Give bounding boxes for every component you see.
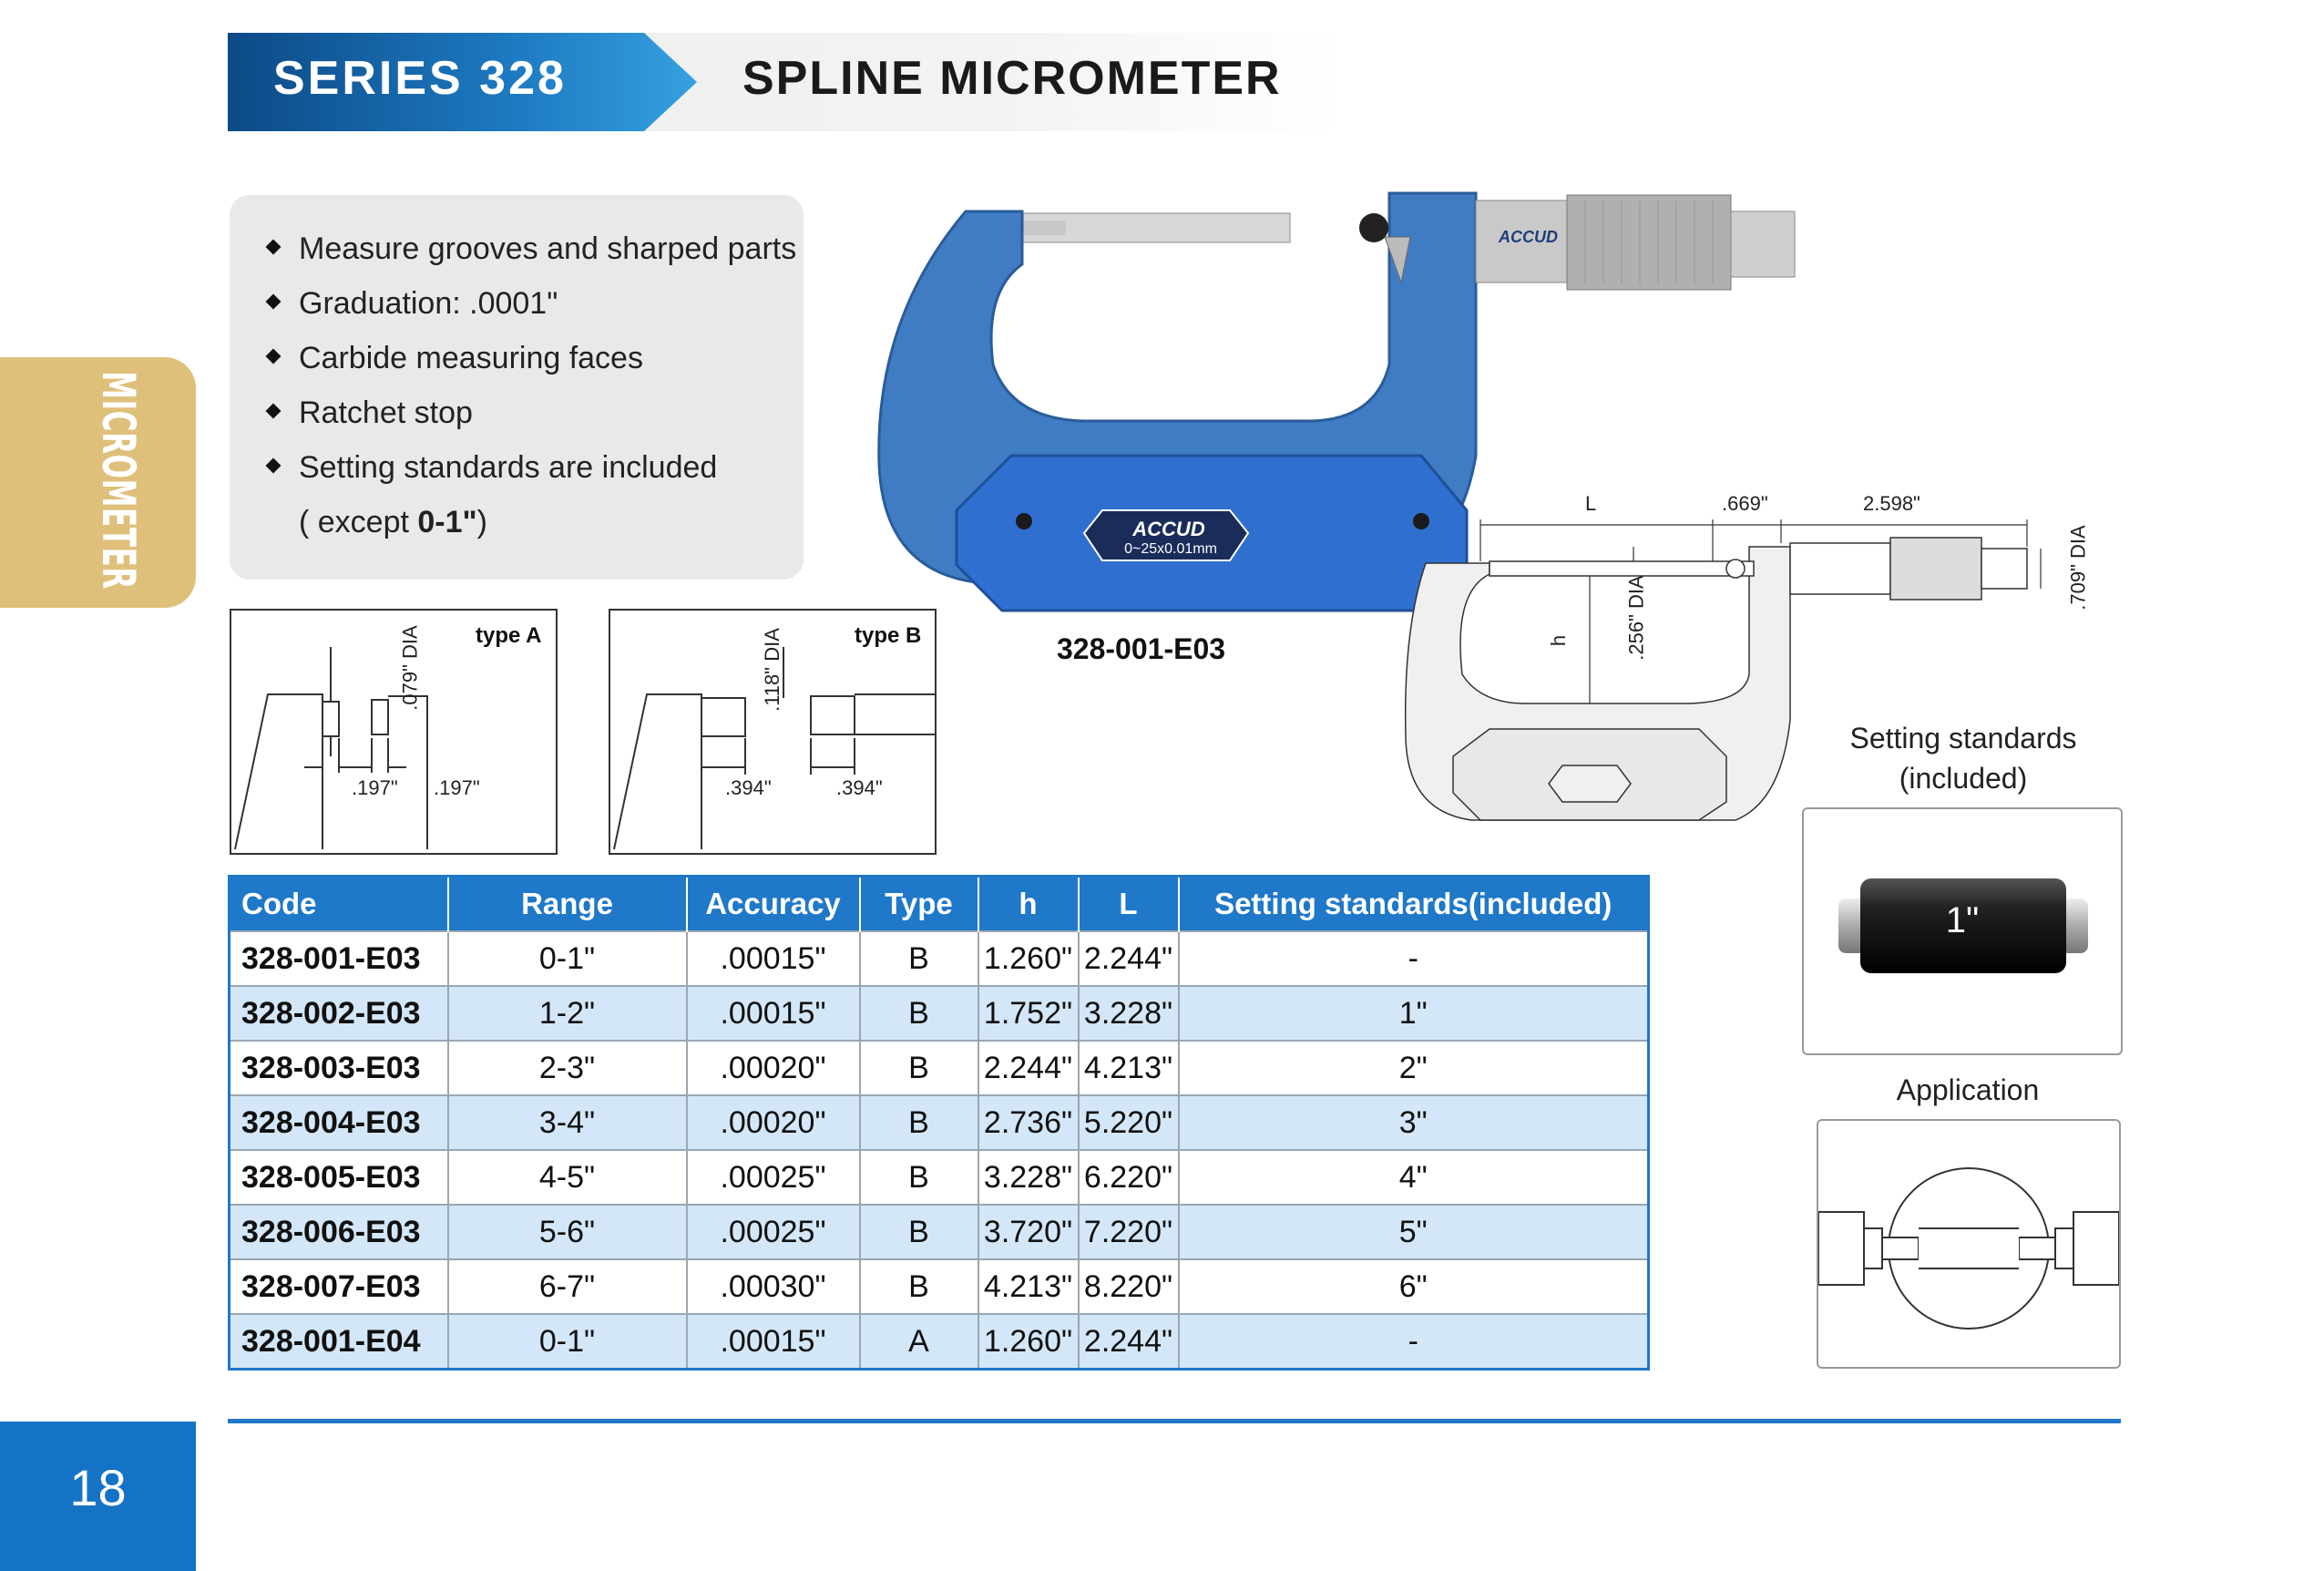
column-header: h — [978, 877, 1079, 932]
table-cell: 8.220" — [1079, 1259, 1179, 1314]
table-cell: 1.752" — [978, 986, 1079, 1041]
table-cell: 3.720" — [978, 1205, 1079, 1259]
feature-note: ( except 0-1") — [299, 505, 487, 539]
table-cell: 328-004-E03 — [230, 1095, 448, 1150]
table-cell: 3" — [1179, 1095, 1649, 1150]
table-row — [230, 1205, 1649, 1259]
table-cell: .00030" — [687, 1259, 860, 1314]
table-row — [230, 1259, 1649, 1314]
table-cell: 2" — [1179, 1041, 1649, 1095]
photo-caption-code: 328-001-E03 — [1057, 632, 1226, 665]
table-cell: 328-002-E03 — [230, 986, 448, 1041]
table-cell: B — [860, 986, 978, 1041]
table-cell: 0-1" — [448, 1314, 687, 1370]
thimble-brand: ACCUD — [1499, 228, 1558, 246]
table-cell: 328-007-E03 — [230, 1259, 448, 1314]
table-cell: 1" — [1179, 986, 1649, 1041]
dim-l: L — [1585, 492, 1597, 515]
setting-rod-label: 1" — [1945, 900, 1980, 940]
type-a-dia: .079" DIA — [398, 625, 422, 711]
table-cell: .00020" — [687, 1095, 860, 1150]
product-title: SPLINE MICROMETER — [742, 52, 1282, 105]
table-cell: .00020" — [687, 1041, 860, 1095]
table-cell: 328-006-E03 — [230, 1205, 448, 1259]
feature-item: Carbide measuring faces — [268, 341, 643, 376]
column-header: Range — [448, 877, 687, 932]
table-cell: 4.213" — [1079, 1041, 1179, 1095]
series-title: SERIES 328 — [273, 52, 567, 105]
table-cell: 6" — [1179, 1259, 1649, 1314]
type-b-width-left: .394" — [725, 776, 772, 799]
table-cell: 3.228" — [978, 1150, 1079, 1205]
table-cell: 5-6" — [448, 1205, 687, 1259]
column-header: Code — [230, 877, 448, 932]
table-cell: .00015" — [687, 931, 860, 986]
table-cell: 3-4" — [448, 1095, 687, 1150]
type-b-dia: .118" DIA — [760, 628, 783, 712]
table-cell: 4.213" — [978, 1259, 1079, 1314]
type-a-diagram — [230, 609, 558, 855]
table-cell: 2.244" — [978, 1041, 1079, 1095]
feature-item: Setting standards are included — [268, 450, 717, 486]
dim-spindle-dia: .256" DIA — [1624, 575, 1648, 661]
bullet-icon — [266, 458, 282, 474]
table-cell: 0-1" — [448, 931, 687, 986]
table-cell: 5" — [1179, 1205, 1649, 1259]
table-cell: 3.228" — [1079, 986, 1179, 1041]
table-cell: B — [860, 1095, 978, 1150]
type-a-width-left: .197" — [352, 776, 398, 799]
dim-2598: 2.598" — [1863, 492, 1920, 515]
application-image — [1817, 1119, 2121, 1369]
dim-thimble-dia: .709" DIA — [2066, 525, 2090, 611]
spec-table — [228, 875, 1650, 1371]
table-row — [230, 1150, 1649, 1205]
application-caption: Application — [1896, 1073, 2040, 1106]
table-cell: 1.260" — [978, 1314, 1079, 1370]
table-cell: .00025" — [687, 1150, 860, 1205]
table-cell: B — [860, 1150, 978, 1205]
table-cell: 7.220" — [1079, 1205, 1179, 1259]
feature-item: Ratchet stop — [268, 395, 473, 431]
bullet-icon — [266, 349, 282, 365]
table-cell: 4" — [1179, 1150, 1649, 1205]
table-cell: 328-005-E03 — [230, 1150, 448, 1205]
table-cell: .00015" — [687, 986, 860, 1041]
plate-range: 0~25x0.01mm — [1124, 541, 1217, 557]
table-cell: 2.244" — [1079, 1314, 1179, 1370]
table-row — [230, 986, 1649, 1041]
table-cell: .00015" — [687, 1314, 860, 1370]
setting-standard-image — [1802, 807, 2123, 1055]
table-cell: B — [860, 1259, 978, 1314]
table-cell: 328-003-E03 — [230, 1041, 448, 1095]
table-cell: 2.736" — [978, 1095, 1079, 1150]
table-row — [230, 931, 1649, 986]
table-cell: B — [860, 1041, 978, 1095]
column-header: Setting standards(included) — [1179, 877, 1649, 932]
table-cell: A — [860, 1314, 978, 1370]
table-cell: 6-7" — [448, 1259, 687, 1314]
table-cell: 4-5" — [448, 1150, 687, 1205]
type-a-label: type A — [476, 623, 542, 648]
setting-standards-caption: Setting standards (included) — [1849, 722, 2077, 795]
table-cell: 5.220" — [1079, 1095, 1179, 1150]
table-header-row — [230, 877, 1649, 932]
page-number: 18 — [69, 1459, 127, 1516]
type-b-width-right: .394" — [836, 776, 883, 799]
table-row — [230, 1314, 1649, 1370]
bullet-icon — [266, 240, 282, 255]
table-cell: B — [860, 931, 978, 986]
table-cell: .00025" — [687, 1205, 860, 1259]
dim-669: .669" — [1722, 492, 1768, 515]
feature-item: Graduation: .0001" — [268, 286, 558, 322]
dim-h: h — [1547, 634, 1571, 647]
footer-rule — [228, 1419, 2121, 1423]
table-cell: 2-3" — [448, 1041, 687, 1095]
table-row — [230, 1095, 1649, 1150]
table-cell: 1-2" — [448, 986, 687, 1041]
feature-item: Measure grooves and sharped parts — [268, 231, 796, 267]
bullet-icon — [266, 294, 282, 310]
plate-brand: ACCUD — [1132, 518, 1205, 540]
features-box — [230, 195, 804, 580]
table-row — [230, 1041, 1649, 1095]
type-a-width-right: .197" — [434, 776, 480, 799]
table-cell: - — [1179, 1314, 1649, 1370]
section-tab-label: MICROMETER — [92, 371, 145, 590]
type-b-diagram — [609, 609, 937, 855]
table-cell: 328-001-E04 — [230, 1314, 448, 1370]
table-cell: 1.260" — [978, 931, 1079, 986]
bullet-icon — [266, 404, 282, 419]
column-header: L — [1079, 877, 1179, 932]
table-cell: 6.220" — [1079, 1150, 1179, 1205]
table-cell: B — [860, 1205, 978, 1259]
table-cell: - — [1179, 931, 1649, 986]
application-drawing — [1818, 1121, 2119, 1367]
table-cell: 328-001-E03 — [230, 931, 448, 986]
table-cell: 2.244" — [1079, 931, 1179, 986]
type-b-label: type B — [855, 623, 922, 648]
column-header: Type — [860, 877, 978, 932]
column-header: Accuracy — [687, 877, 860, 932]
